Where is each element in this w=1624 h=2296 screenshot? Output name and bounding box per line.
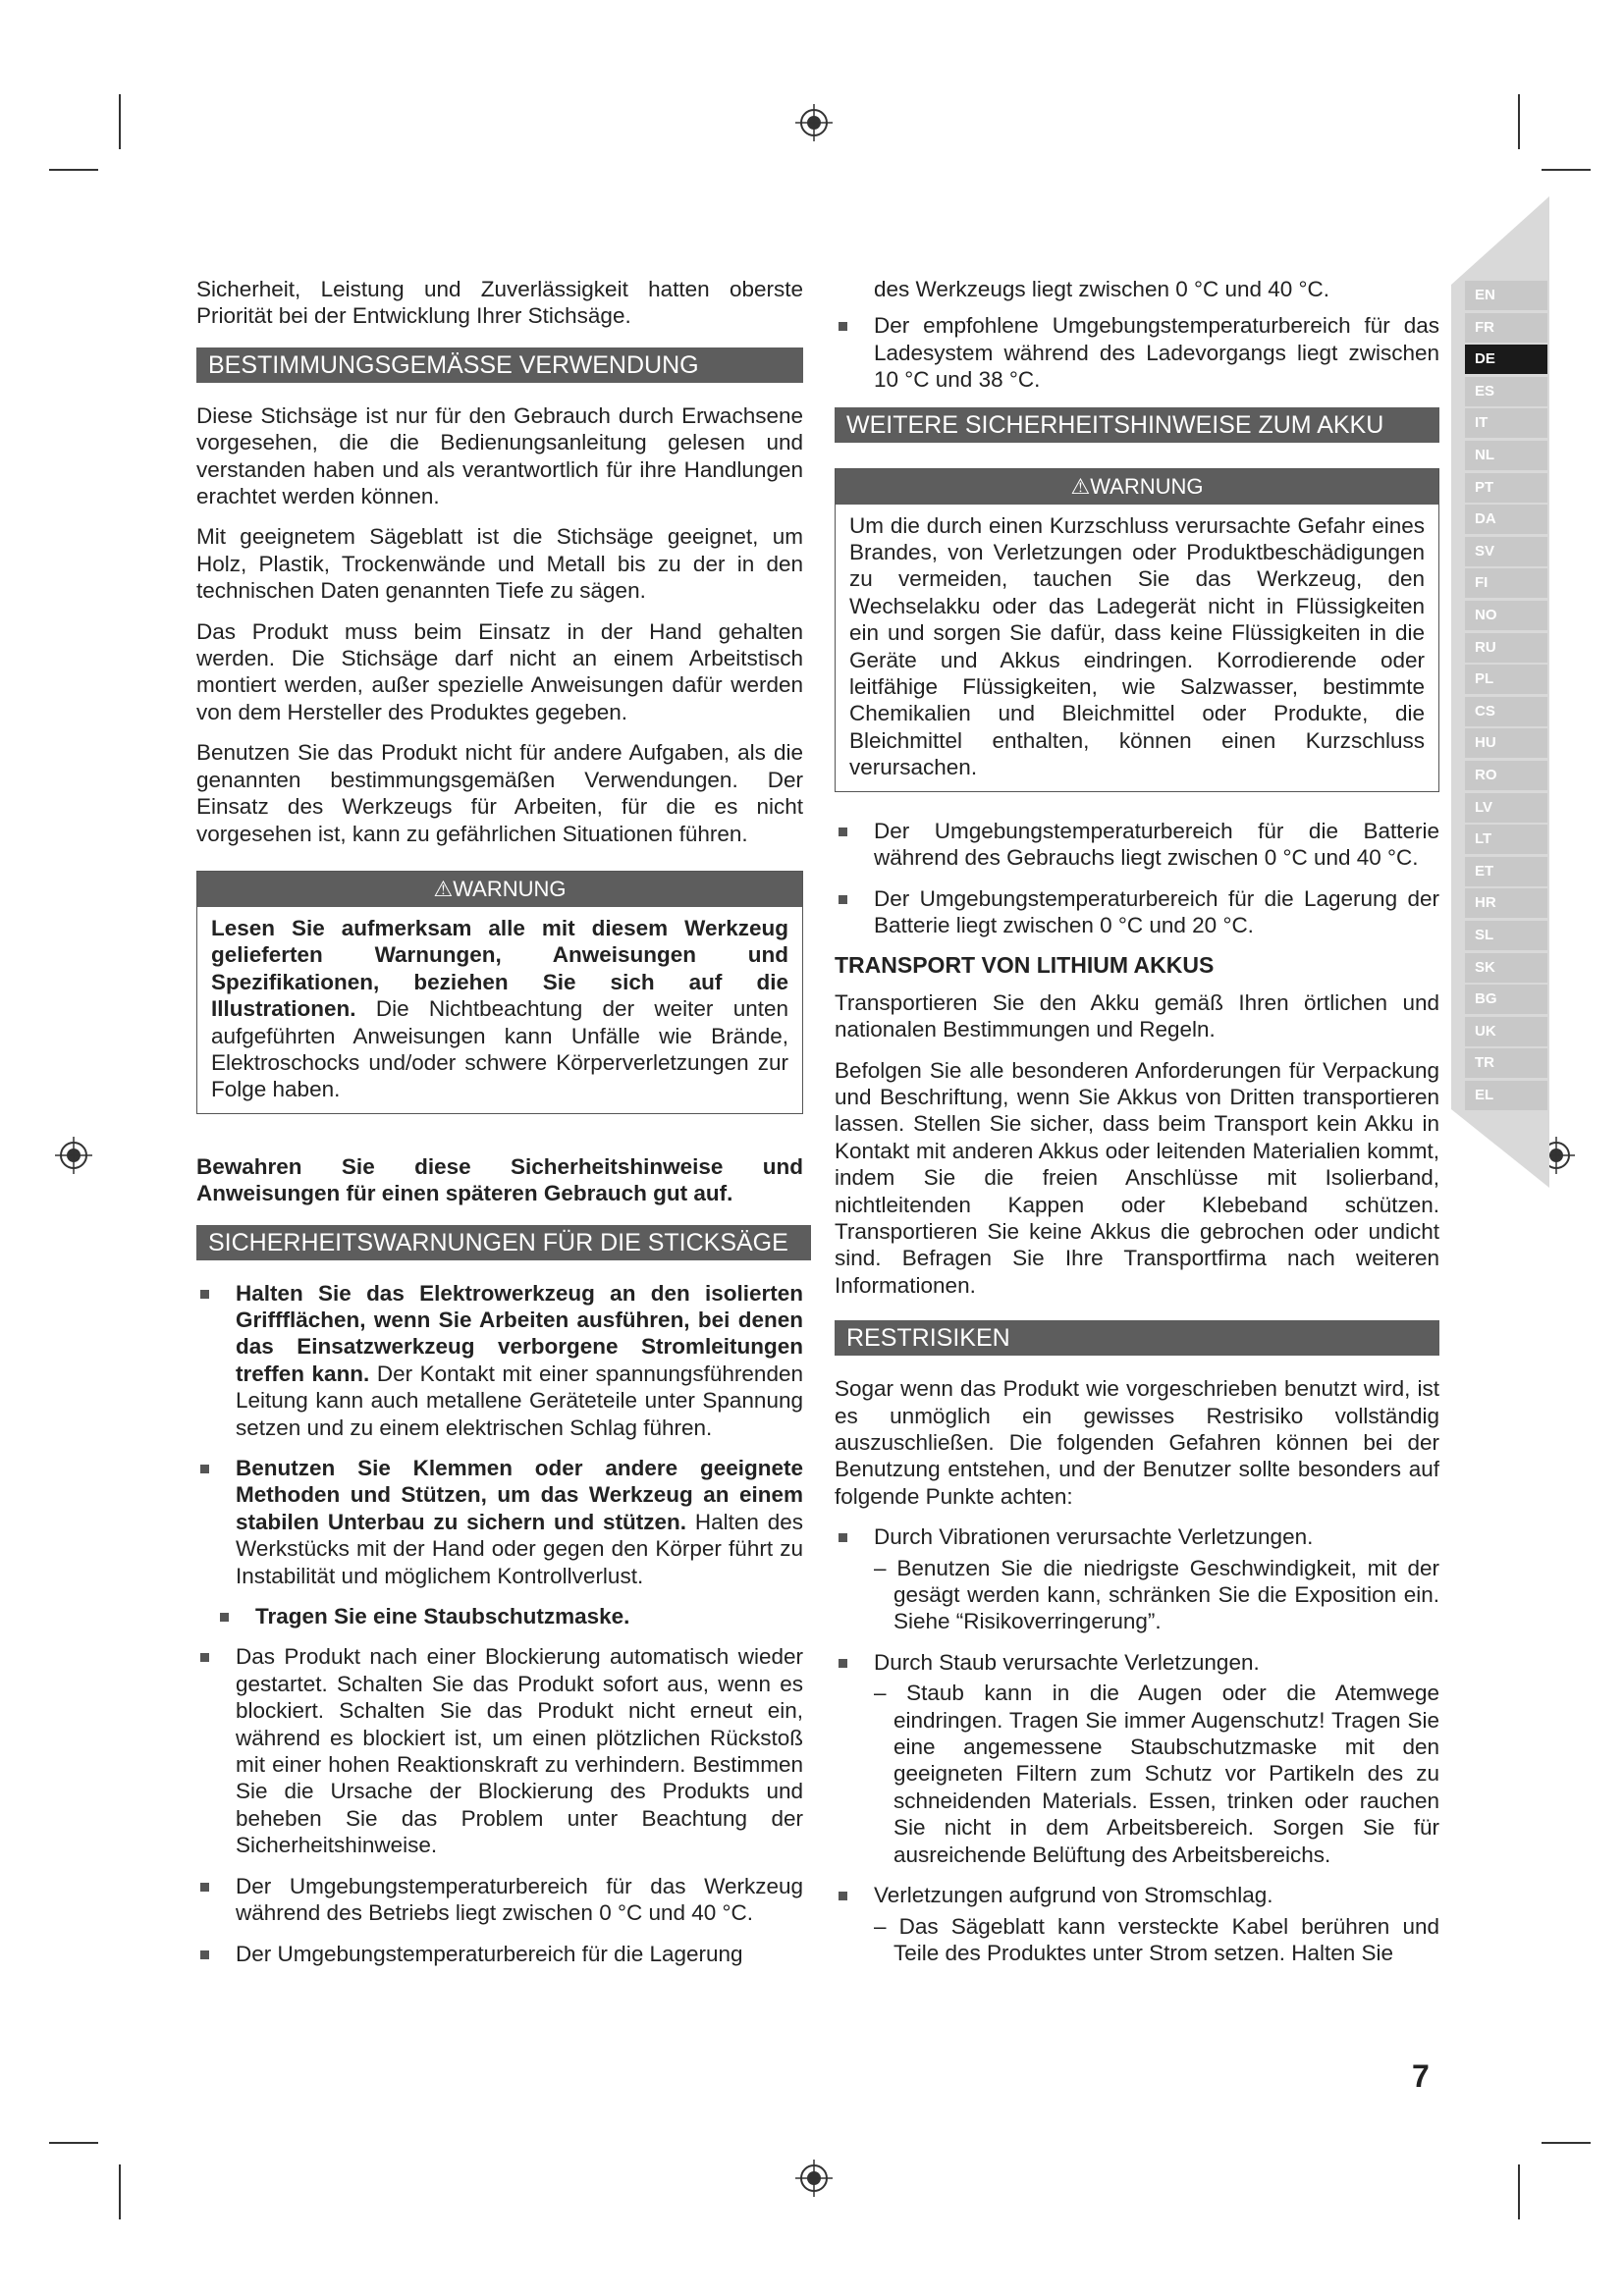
warning-text: Die Nichtbeachtung der weiter unten aufgeführten Anweisungen kann Unfälle wie Brände, Elektroschocks und/oder schwere Körperverletzungen zur Folge haben.: [211, 996, 788, 1102]
language-tab-tr[interactable]: TR: [1465, 1048, 1547, 1078]
list-item: Der Umgebungstemperaturbereich für die Lagerung: [196, 1941, 803, 1967]
language-tab-fr[interactable]: FR: [1465, 313, 1547, 343]
section-header-safety: SICHERHEITSWARNUNGEN FÜR DIE STICKSÄGE: [196, 1225, 811, 1260]
sub-item: – Staub kann in die Augen oder die Atemwege eindringen. Tragen Sie immer Augenschutz! Tragen Sie eine angemessene Staubschutzmaske mit den geeigneten Filtern zum Schutz vor Partikeln des zu schneidenden Materials. Essen, trinken oder rauchen Sie nicht in dem Arbeitsbereich. Sorgen Sie für ausreichende Belüftung des Arbeitsbereichs.: [874, 1681, 1439, 1867]
continued-text: des Werkzeugs liegt zwischen 0 °C und 40 °C.: [874, 277, 1330, 301]
list-item: Durch Vibrationen verursachte Verletzungen.: [835, 1523, 1439, 1550]
language-tab-no[interactable]: NO: [1465, 601, 1547, 630]
language-tab-pt[interactable]: PT: [1465, 473, 1547, 503]
warning-icon: ⚠: [433, 876, 454, 901]
language-tab-lt[interactable]: LT: [1465, 825, 1547, 854]
list-item: Der Umgebungstemperaturbereich für die Lagerung der Batterie liegt zwischen 0 °C und 20 °C.: [835, 885, 1439, 939]
usage-paragraph-1: Diese Stichsäge ist nur für den Gebrauch durch Erwachsene vorgesehen, die die Bedienungsanleitung gelesen und verstanden haben und als verantwortlich für ihre Handlungen erachtet werden können.: [196, 402, 803, 509]
crop-mark: [1542, 169, 1591, 171]
language-tab-et[interactable]: ET: [1465, 857, 1547, 886]
language-tab-sl[interactable]: SL: [1465, 921, 1547, 950]
language-tab-hr[interactable]: HR: [1465, 888, 1547, 918]
list-item: Der Umgebungstemperaturbereich für das Werkzeug während des Betriebs liegt zwischen 0 °C und 40 °C.: [196, 1873, 803, 1927]
language-tab-cs[interactable]: CS: [1465, 697, 1547, 726]
intro-paragraph: Sicherheit, Leistung und Zuverlässigkeit hatten oberste Priorität bei der Entwicklung Ihrer Stichsäge.: [196, 277, 803, 329]
language-tab-sv[interactable]: SV: [1465, 537, 1547, 566]
language-tab-pl[interactable]: PL: [1465, 665, 1547, 694]
crop-mark: [49, 169, 98, 171]
language-tab-de[interactable]: DE: [1465, 345, 1547, 374]
list-item: Tragen Sie eine Staubschutzmaske.: [216, 1603, 803, 1629]
section-header-risks: RESTRISIKEN: [835, 1320, 1439, 1356]
crop-mark: [1542, 2142, 1591, 2144]
right-column: [835, 276, 1439, 1980]
crop-mark: [1518, 94, 1520, 149]
registration-mark-icon: [795, 104, 833, 141]
crop-mark: [49, 2142, 98, 2144]
left-column: [196, 276, 803, 1981]
list-item: Der empfohlene Umgebungstemperaturbereich für das Ladesystem während des Ladevorgangs liegt zwischen 10 °C und 38 °C.: [835, 312, 1439, 393]
crop-mark: [119, 2164, 121, 2219]
section-header-usage: BESTIMMUNGSGEMÄSSE VERWENDUNG: [196, 347, 803, 383]
sub-item: – Das Sägeblatt kann versteckte Kabel berühren und Teile des Produktes unter Strom setzen. Halten Sie: [874, 1913, 1439, 1965]
language-tab-bg[interactable]: BG: [1465, 985, 1547, 1014]
warning-box: [835, 468, 1439, 792]
warning-bold-text: Lesen Sie aufmerksam alle mit diesem Werkzeug gelieferten Warnungen, Anweisungen und Spezifikationen, beziehen Sie sich auf die Illustrationen.: [211, 915, 788, 1022]
list-item: Der Umgebungstemperaturbereich für die Batterie während des Gebrauchs liegt zwischen 0 °C und 40 °C.: [835, 818, 1439, 872]
usage-paragraph-4: Benutzen Sie das Produkt nicht für andere Aufgaben, als die genannten bestimmungsgemäßen Verwendungen. Der Einsatz des Werkzeugs für Arbeiten, für die es nicht vorgesehen ist, kann zu gefährlichen Situationen führen.: [196, 740, 803, 846]
warning-title: ⚠WARNUNG: [836, 469, 1438, 505]
registration-mark-icon: [795, 2160, 833, 2197]
warning-title: ⚠WARNUNG: [197, 872, 802, 907]
crop-mark: [119, 94, 121, 149]
warning-icon: ⚠: [1070, 473, 1091, 499]
warning-body: [197, 907, 802, 1113]
usage-paragraph-3: Das Produkt muss beim Einsatz in der Hand gehalten werden. Die Stichsäge darf nicht an einem Arbeitstisch montiert werden, außer spezielle Anweisungen dafür werden von dem Hersteller des Produktes gegeben.: [196, 618, 803, 724]
sub-item: – Benutzen Sie die niedrigste Geschwindigkeit, mit der gesägt werden kann, schränken Sie die Exposition ein. Siehe “Risikoverringerung”.: [874, 1555, 1439, 1634]
language-tab-el[interactable]: EL: [1465, 1081, 1547, 1110]
language-tab-ro[interactable]: RO: [1465, 761, 1547, 790]
language-tab-ru[interactable]: RU: [1465, 633, 1547, 663]
list-item: Halten Sie das Elektrowerkzeug an den isolierten Griffflächen, wenn Sie Arbeiten ausführen, bei denen das Einsatzwerkzeug verborgene Stromleitungen treffen kann. Der Kontakt mit einer spannungsführenden Leitung kann auch metallene Geräteteile unter Spannung setzen und zu einem elektrischen Schlag führen.: [196, 1280, 803, 1441]
keep-instructions: Bewahren Sie diese Sicherheitshinweise und Anweisungen für einen späteren Gebrauch gut auf.: [196, 1153, 803, 1206]
page-number: 7: [1412, 2058, 1430, 2094]
language-tab-fi[interactable]: FI: [1465, 568, 1547, 598]
usage-paragraph-2: Mit geeignetem Sägeblatt ist die Stichsäge geeignet, um Holz, Plastik, Trockenwände und Metall bis zu der in den technischen Daten genannten Tiefe zu sägen.: [196, 524, 803, 604]
language-tab-uk[interactable]: UK: [1465, 1017, 1547, 1046]
language-tab-sk[interactable]: SK: [1465, 953, 1547, 983]
language-tab-lv[interactable]: LV: [1465, 793, 1547, 823]
transport-heading: TRANSPORT VON LITHIUM AKKUS: [835, 952, 1215, 979]
transport-paragraph-1: Transportieren Sie den Akku gemäß Ihren örtlichen und nationalen Bestimmungen und Regeln.: [835, 989, 1439, 1042]
risks-paragraph: Sogar wenn das Produkt wie vorgeschrieben benutzt wird, ist es unmöglich ein gewisses Restrisiko vollständig auszuschließen. Die folgenden Gefahren können bei der Benutzung entstehen, und der Benutzer sollte besonders auf folgende Punkte achten:: [835, 1376, 1439, 1509]
warning-body: Um die durch einen Kurzschluss verursachte Gefahr eines Brandes, von Verletzungen oder Produktbeschädigungen zu vermeiden, tauchen Sie das Werkzeug, den Wechselakku oder das Ladegerät nicht in Flüssigkeiten ein und sorgen Sie dafür, dass keine Flüssigkeiten in die Geräte und Akkus eindringen. Korrodierende oder leitfähige Flüssigkeiten, wie Salzwasser, bestimmte Chemikalien und Bleichmittel oder Produkte, die Bleichmittel enthalten, können einen Kurzschluss verursachen.: [849, 512, 1425, 780]
language-tab-it[interactable]: IT: [1465, 408, 1547, 438]
transport-paragraph-2: Befolgen Sie alle besonderen Anforderungen für Verpackung und Beschriftung, wenn Sie Akkus von Dritten transportieren lassen. Stellen Sie sicher, dass beim Transport kein Akku in Kontakt mit anderen Akkus oder leitenden Materialien kommt, indem Sie die freien Anschlüsse mit Isolierband, nichtleitenden Kappen oder Klebeband schützen. Transportieren Sie keine Akkus die gebrochen oder undicht sind. Befragen Sie Ihre Transportfirma nach weiteren Informationen.: [835, 1057, 1439, 1298]
section-header-battery: WEITERE SICHERHEITSHINWEISE ZUM AKKU: [835, 407, 1439, 443]
list-item: Verletzungen aufgrund von Stromschlag.: [835, 1882, 1439, 1908]
language-tab-hu[interactable]: HU: [1465, 728, 1547, 758]
crop-mark: [1518, 2164, 1520, 2219]
list-item: Durch Staub verursachte Verletzungen.: [835, 1649, 1439, 1676]
list-item: Das Produkt nach einer Blockierung automatisch wieder gestartet. Schalten Sie das Produkt sofort aus, wenn es blockiert. Schalten Sie das Produkt nicht erneut ein, während es blockiert ist, um einen plötzlichen Rückstoß mit einer hohen Reaktionskraft zu verhindern. Bestimmen Sie die Ursache der Blockierung des Produkts und beheben Sie das Problem unter Beachtung der Sicherheitshinweise.: [196, 1643, 803, 1858]
list-item: Benutzen Sie Klemmen oder andere geeignete Methoden und Stützen, um das Werkzeug an einem stabilen Unterbau zu sichern und stützen. Halten des Werkstücks mit der Hand oder gegen den Körper führt zu Instabilität und möglichem Kontrollverlust.: [196, 1455, 803, 1589]
warning-box: [196, 871, 803, 1114]
language-tab-en[interactable]: EN: [1465, 281, 1547, 310]
language-tab-es[interactable]: ES: [1465, 377, 1547, 406]
language-tab-nl[interactable]: NL: [1465, 441, 1547, 470]
language-tab-da[interactable]: DA: [1465, 505, 1547, 534]
registration-mark-icon: [55, 1137, 92, 1174]
